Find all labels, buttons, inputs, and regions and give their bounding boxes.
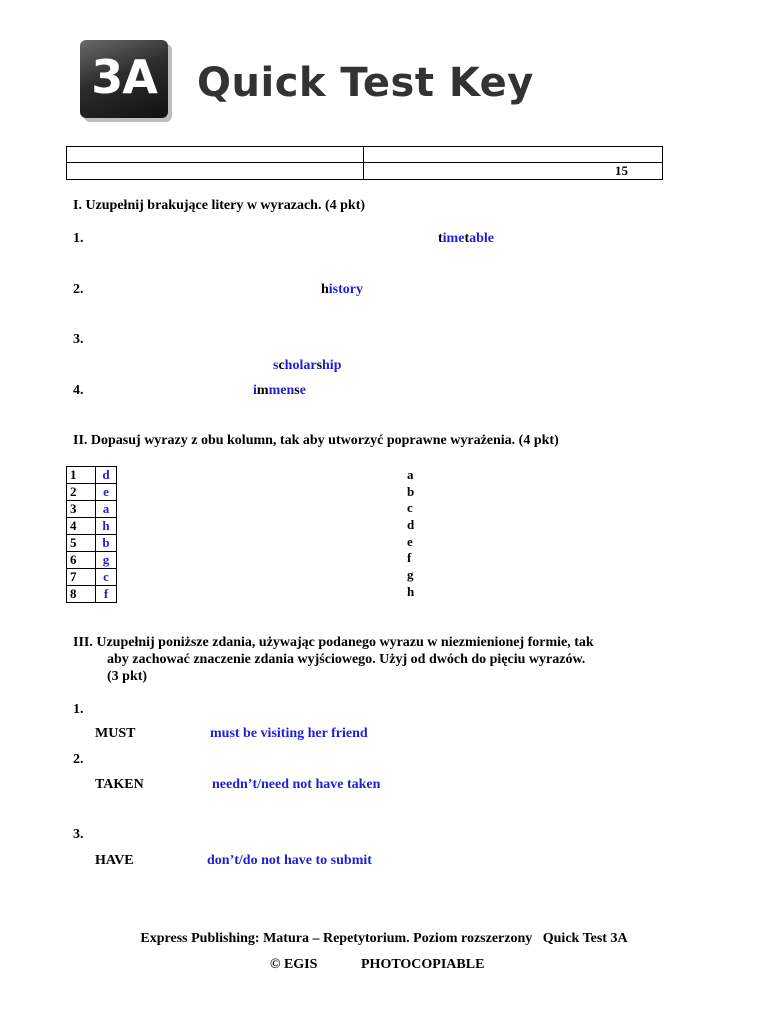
section1-item3-answer: scholarship	[273, 358, 342, 373]
list-item: h	[407, 583, 415, 599]
section3-heading-line2: aby zachować znaczenie zdania wyjściowego. Użyj od dwóch do pięciu wyrazów.	[107, 652, 586, 667]
section1-item4-answer: immense	[253, 383, 306, 398]
section3-item3-answer: don’t/do not have to submit	[207, 853, 372, 868]
section3-heading-line1: III. Uzupełnij poniższe zdania, używając podanego wyrazu w niezmienionej formie, tak	[73, 635, 594, 650]
table-row: 8 f	[67, 586, 117, 603]
table-row: 6 g	[67, 552, 117, 569]
list-item: b	[407, 483, 415, 499]
footer-photocopiable: PHOTOCOPIABLE	[361, 957, 485, 972]
table-row: 4 h	[67, 518, 117, 535]
table-row: 1 d	[67, 467, 117, 484]
match-answer-table	[66, 466, 117, 603]
list-item: a	[407, 467, 414, 482]
section1-item1-number: 1.	[73, 231, 84, 246]
section1-heading: I. Uzupełnij brakujące litery w wyrazach. (4 pkt)	[73, 198, 366, 213]
info-cell-name	[67, 147, 364, 163]
info-table	[66, 146, 663, 180]
section1-item4-number: 4.	[73, 383, 84, 398]
section3-item2-answer: needn’t/need not have taken	[212, 777, 381, 792]
unit-badge	[80, 40, 168, 118]
list-item: e	[407, 533, 413, 549]
section3-heading-line3: (3 pkt)	[107, 669, 148, 684]
section2-heading: II. Dopasuj wyrazy z obu kolumn, tak aby utworzyć poprawne wyrażenia. (4 pkt)	[73, 433, 559, 448]
section3-item3-number: 3.	[73, 827, 84, 842]
section1-item2-number: 2.	[73, 282, 84, 297]
list-item: d	[407, 517, 415, 533]
table-row: 5 b	[67, 535, 117, 552]
section3-item2-keyword: TAKEN	[95, 777, 144, 792]
section1-item3-number: 3.	[73, 332, 84, 347]
table-row: 2 e	[67, 484, 117, 501]
info-cell-class	[364, 147, 663, 163]
list-item: c	[407, 500, 413, 516]
section3-item3-keyword: HAVE	[95, 853, 134, 868]
footer-publisher-line: Express Publishing: Matura – Repetytorium. Poziom rozszerzony Quick Test 3A	[140, 931, 628, 946]
section3-item2-number: 2.	[73, 752, 84, 767]
unit-badge-label: 3A	[91, 50, 157, 104]
section1-item2-answer: history	[321, 282, 364, 297]
section3-item1-answer: must be visiting her friend	[210, 726, 368, 741]
info-cell-date	[67, 163, 364, 180]
table-row: 7 c	[67, 569, 117, 586]
footer-copyright: © EGIS	[270, 957, 318, 972]
section3-item1-number: 1.	[73, 702, 84, 717]
table-row: 3 a	[67, 501, 117, 518]
list-item: g	[407, 567, 414, 583]
section3-item1-keyword: MUST	[95, 726, 136, 741]
section1-item1-answer: timetable	[438, 231, 494, 246]
page-title: Quick Test Key	[197, 60, 534, 106]
option-letters-column	[407, 467, 414, 601]
list-item: f	[407, 550, 412, 566]
info-score: 15	[364, 163, 663, 180]
